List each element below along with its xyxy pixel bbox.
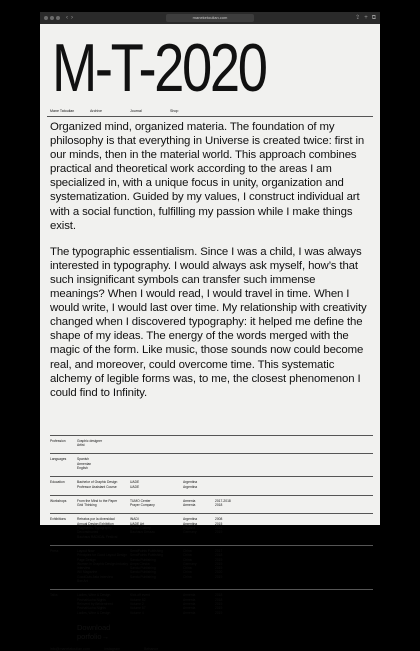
- cv-years: [215, 499, 245, 508]
- tab-overview-icon[interactable]: ⧉: [371, 15, 376, 21]
- cv-year: 2019: [215, 606, 223, 611]
- cv-country: England: [183, 526, 196, 531]
- browser-toolbar: [40, 12, 380, 24]
- cv-year: 2019: [215, 601, 223, 606]
- behance-link[interactable]: Behance: [144, 646, 159, 651]
- footer: [47, 647, 373, 651]
- cv-place: Prayer Company: [130, 503, 155, 508]
- nav-item-archive[interactable]: Archive: [90, 109, 102, 113]
- cv-item: GoodCuts Asia Interview: [77, 574, 114, 579]
- cv-year: 2019: [215, 566, 223, 571]
- back-icon[interactable]: ‹: [66, 15, 68, 21]
- cv-item: Fragments: Typography Deconstructed: [77, 526, 112, 535]
- cv-country: China: [183, 574, 192, 579]
- new-tab-icon[interactable]: +: [364, 15, 368, 21]
- nav-item-journal[interactable]: Journal: [130, 109, 142, 113]
- cv-place: Sandu Publishing: [130, 557, 156, 562]
- cv-place: Pointe Gallery: [130, 526, 151, 531]
- cv-place: UADE: [130, 484, 140, 489]
- cv-years: [215, 549, 245, 583]
- cv-label: Languages: [50, 457, 67, 462]
- cv-country: Armenia: [183, 597, 196, 602]
- cv-year: 2019: [215, 561, 223, 566]
- cv-country: Armenia: [183, 610, 196, 615]
- cv-items: [77, 593, 130, 614]
- cv-item: Reinvent by Beldenfreed: [77, 601, 114, 606]
- cv-year: 2019: [215, 557, 223, 562]
- cv-country: Argentina: [183, 484, 198, 489]
- philosophy-paragraph: Organized mind, organized materia. The foundation of my philosophy is that everything in Universe is created twice: first in our minds, then in the material world. This approach combines practical and theoretical work according to the areas I am specialized in, with a unique focus in unity, organization and systematization. Guided by my values, I construct individual art with a social function, fulfilling my passion while I make things exist.: [50, 121, 365, 232]
- minimize-window-button[interactable]: [50, 16, 54, 20]
- cv-year: 2008: [215, 517, 223, 522]
- cv-place: Volume 4: [130, 610, 144, 615]
- cv-place: Volume 57: [130, 606, 146, 611]
- cv-country: Germany: [183, 561, 197, 566]
- cv-item: Bachelor of Graphic Design: [77, 480, 118, 485]
- cv-place: Sandu Publishing: [130, 570, 156, 575]
- cv-country: Armenia: [183, 503, 196, 508]
- cv-row-talks: [50, 589, 373, 620]
- cv-item: PechaKucha Nights: [77, 597, 106, 602]
- cv-place: INADI: [130, 517, 139, 522]
- cv-row-languages: [50, 453, 373, 476]
- cv-year: 2018: [215, 553, 223, 558]
- forward-icon[interactable]: ›: [71, 15, 73, 21]
- cv-item: From the Mind to the Paper: [77, 498, 118, 503]
- cv-year: 2018: [215, 597, 223, 602]
- cv-country: China: [183, 566, 192, 571]
- cv-place: TUMO Center: [130, 498, 151, 503]
- cv-country: Armenia: [183, 498, 196, 503]
- cv-items: [77, 549, 130, 583]
- cv-items: [77, 480, 130, 489]
- cv-item: PechaKucha Nights: [77, 606, 106, 611]
- cv-country: China: [183, 553, 192, 558]
- download-portfolio-link[interactable]: [77, 623, 373, 641]
- portfolio-label: porfolio→: [77, 631, 110, 641]
- cv-year: 2019: [215, 530, 223, 535]
- cv-year: 2017-2018: [215, 498, 231, 503]
- window-controls: [44, 16, 60, 20]
- cv-country: China: [183, 570, 192, 575]
- cv-item: Layout Now: [77, 548, 95, 553]
- cv-label: Exhibitions: [50, 517, 66, 522]
- cv-place: UADE: [130, 480, 140, 485]
- history-controls: [66, 15, 73, 21]
- cv-item: Annual Design Exhibition: [77, 521, 114, 526]
- cv-value: Graphic designer: [77, 438, 103, 443]
- cv-row-education: [50, 476, 373, 495]
- cv-item: Page Design: [77, 557, 96, 562]
- cv-values: [77, 439, 102, 448]
- cv-countries: [183, 549, 215, 583]
- cv-countries: [183, 517, 215, 538]
- cv-value: Spanish: [77, 457, 89, 462]
- cv-place: Sandu Publishing: [130, 566, 156, 571]
- cv-countries: [183, 499, 215, 508]
- nav-item-name[interactable]: Mane Tatoulian: [50, 109, 75, 113]
- browser-window: [40, 12, 380, 651]
- cv-countries: [183, 593, 215, 614]
- instagram-link[interactable]: Instagram: [104, 646, 120, 651]
- cv-place: Kick-off event: [130, 593, 150, 598]
- site-title: M-T-2020: [52, 30, 266, 106]
- cv-row-exhibitions: [50, 513, 373, 544]
- cv-years: [215, 517, 245, 538]
- cv-item: Principles for Good Layout Design: [77, 553, 128, 558]
- zoom-window-button[interactable]: [56, 16, 60, 20]
- cv-country: Armenia: [183, 601, 196, 606]
- page-content: [40, 30, 380, 651]
- typography-paragraph: The typographic essentialism. Since I was a child, I was always interested in typography. I would always ask myself, how’s that such insignificant symbols can transfer such immense meanings? When I would read, I would travel in time. When I would write, I would last over time. My relationship with creativity changed when I discovered typography: it helped me define the shape of my ideas. The energy of the words merged with the magic of the form. Like music, those sounds now could become real, and moreover, could overcome time. This systematic alchemy of legible forms was, to me, the closest phenomenon I could find to Infinity.: [50, 245, 367, 399]
- cv-country: China: [183, 548, 192, 553]
- cv-place: Bauhaus Dessau: [130, 530, 156, 535]
- cv-place: SendPoints Publishing: [130, 548, 163, 553]
- cv-country: Argentina: [183, 480, 198, 485]
- cv-items: [77, 499, 130, 508]
- cv-row-profession: [50, 435, 373, 454]
- cv-item: Women in Graphic Design Industry Interview: [77, 561, 129, 571]
- cv-item: Ladies, Wine & Design: [77, 593, 111, 598]
- cv-years: [215, 480, 245, 489]
- cv-label: Press: [50, 548, 59, 553]
- cv-year: 2015: [215, 521, 223, 526]
- cv-year: 2019: [215, 574, 223, 579]
- cv-label: Talks: [50, 593, 58, 598]
- main-nav: [47, 109, 373, 117]
- cv-places: [130, 517, 183, 538]
- cv-item: WII Magazine: [77, 570, 98, 575]
- cv-country: Armenia: [183, 606, 196, 611]
- cv-year: 2017: [215, 548, 223, 553]
- cv-country: China: [183, 557, 192, 562]
- cv-item: Bauhaus RADICAL Festival: [77, 534, 118, 539]
- cv-value: Armenian: [77, 461, 92, 466]
- cv-values: [77, 457, 91, 470]
- cv-item: Ladies, Wine & Design: [77, 610, 111, 615]
- cv-country: Argentina: [183, 517, 198, 522]
- cv-row-workshops: [50, 495, 373, 514]
- cv-place: UADE Art: [130, 521, 145, 526]
- cv-item: Professor Assistant Course: [77, 484, 117, 489]
- cv-row-press: [50, 545, 373, 589]
- share-icon[interactable]: ⇪: [355, 15, 361, 21]
- cv-places: [130, 593, 183, 614]
- cv-country: Argentina: [183, 521, 198, 526]
- browser-actions: [355, 15, 376, 21]
- email-link[interactable]: info@manetatoulian.com: [50, 646, 90, 651]
- cv-item: Grid Thinking: [77, 503, 97, 508]
- cv-label: Profession: [50, 438, 66, 443]
- cv-year: 2019: [215, 610, 223, 615]
- close-window-button[interactable]: [44, 16, 48, 20]
- cv-place: Ampa Cleska: [130, 561, 150, 566]
- cv-label: Workshops: [50, 498, 67, 503]
- cv-place: SendPoints Publishing: [130, 553, 163, 558]
- cv-country: Armenia: [183, 593, 196, 598]
- cv-value: Artist: [77, 443, 85, 448]
- cv-place: Sandu Publishing: [130, 574, 156, 579]
- cv-year: 2016: [215, 526, 223, 531]
- cv-countries: [183, 480, 215, 489]
- address-bar[interactable]: maneketoulian.com: [166, 14, 254, 22]
- cv-item: Retratos por la diversidad: [77, 517, 115, 522]
- intro-text: [47, 120, 373, 400]
- download-label: Download: [77, 622, 111, 632]
- cv-item: Box Art: [77, 579, 88, 584]
- cv-value: English: [77, 465, 88, 470]
- cv-year: 2018: [215, 593, 223, 598]
- cv-place: Volume 52: [130, 597, 146, 602]
- cv-years: [215, 593, 245, 614]
- cv-items: [77, 517, 130, 538]
- cv-country: Germany: [183, 530, 197, 535]
- cv-section: [47, 435, 373, 621]
- cv-year: 2018: [215, 503, 223, 508]
- cv-places: [130, 549, 183, 583]
- cv-year: 2020: [215, 570, 223, 575]
- nav-item-shop[interactable]: Shop: [170, 109, 179, 113]
- cv-places: [130, 499, 183, 508]
- cv-label: Education: [50, 480, 65, 485]
- cv-places: [130, 480, 183, 489]
- cv-place: Volume 2: [130, 601, 144, 606]
